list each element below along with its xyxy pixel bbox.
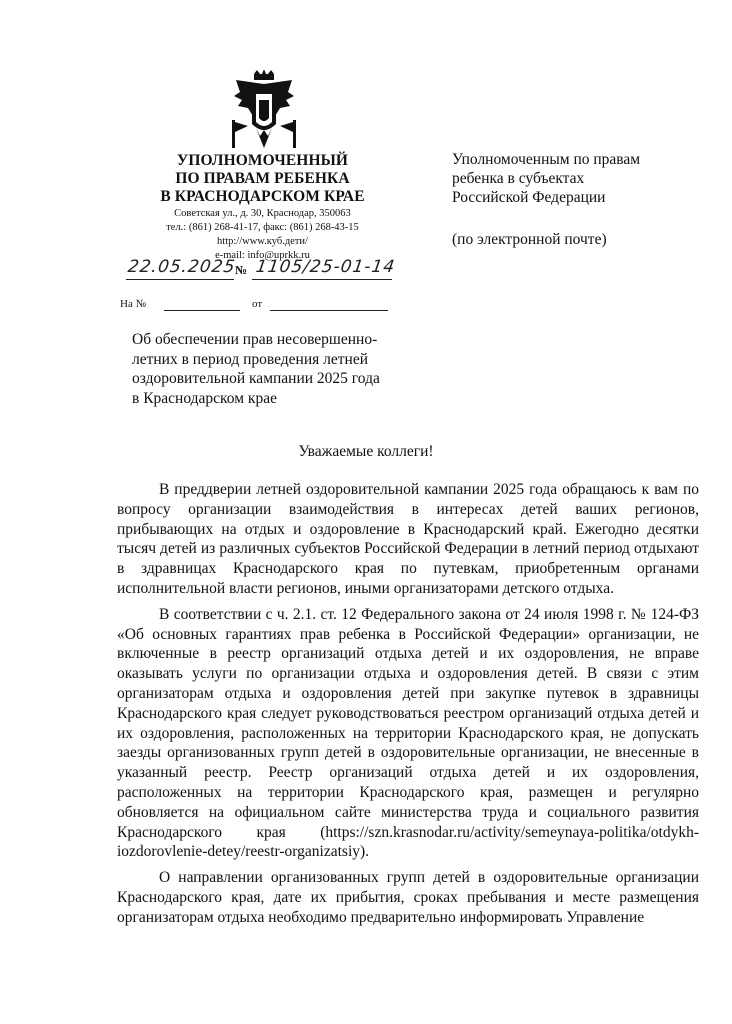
sender-org-block bbox=[150, 152, 375, 262]
coat-of-arms-icon bbox=[232, 70, 296, 152]
subject-line: летних в период проведения летней bbox=[132, 350, 368, 368]
org-name-line: ПО ПРАВАМ РЕБЕНКА bbox=[175, 170, 350, 187]
body-paragraph: В преддверии летней оздоровительной кампании 2025 года обращаюсь к вам по вопросу организации взаимодействия в интересах детей ваших регионов, прибывающих на отдых и оздоровление в Краснодарский край. Ежегодно десятки тысяч детей из различных субъектов Российской Федерации в летний период отдыхают в здравницах Краснодарского края по путевкам, приобретенным органами исполнительной власти регионов, иными организаторами детского отдыха. bbox=[117, 481, 699, 597]
recipient-line: ребенка в субъектах bbox=[452, 170, 585, 187]
org-name-line: В КРАСНОДАРСКОМ КРАЕ bbox=[160, 188, 365, 205]
subject-line: оздоровительной кампании 2025 года bbox=[132, 370, 380, 387]
registration-date: 22.05.2025 bbox=[126, 257, 237, 277]
recipient-line: Уполномоченным по правам bbox=[452, 151, 641, 168]
reference-line bbox=[120, 298, 390, 314]
org-address: Советская ул., д. 30, Краснодар, 350063 bbox=[174, 208, 351, 219]
reference-number-label: На № bbox=[120, 298, 147, 310]
registration-line bbox=[118, 257, 398, 287]
body-paragraph: О направлении организованных групп детей в оздоровительные организации Краснодарского края, дате их прибытия, сроках пребывания и месте размещения организаторам отдыха необходимо предварительно информировать Управление bbox=[117, 869, 699, 926]
reference-from-label: от bbox=[252, 298, 263, 310]
org-website: http://www.куб.дети/ bbox=[217, 236, 308, 247]
letter-body bbox=[117, 480, 699, 928]
subject-line: в Краснодарском крае bbox=[132, 389, 277, 407]
greeting: Уважаемые коллеги! bbox=[298, 443, 434, 460]
subject-line: Об обеспечении прав несовершенно- bbox=[132, 331, 378, 348]
recipient-block bbox=[452, 150, 692, 207]
registration-number: 1105/25-01-14 bbox=[254, 257, 397, 277]
org-phone: тел.: (861) 268-41-17, факс: (861) 268-43-15 bbox=[166, 222, 359, 233]
recipient-line: Российской Федерации bbox=[452, 189, 606, 206]
org-email: e-mail: info@uprkk.ru bbox=[215, 250, 310, 261]
org-name-line: УПОЛНОМОЧЕННЫЙ bbox=[176, 152, 349, 169]
delivery-note: (по электронной почте) bbox=[452, 231, 607, 248]
body-paragraph: В соответствии с ч. 2.1. ст. 12 Федерального закона от 24 июля 1998 г. № 124-ФЗ «Об основных гарантиях прав ребенка в Российской Федерации» организации, не включенные в реестр организаций отдыха детей и их оздоровления, не вправе оказывать услуги по организации отдыха и оздоровления детей. В связи с этим организаторам отдыха и оздоровления детей при закупке путевок в здравницы Краснодарского края следует руководствоваться реестром организаций отдыха детей и их оздоровления, расположенных на территории Краснодарского края, не допускать заезды организованных групп детей в оздоровительные организации, не внесенные в указанный реестр. Реестр организаций отдыха детей и их оздоровления, расположенных на территории Краснодарского края, размещен и регулярно обновляется на официальном сайте министерства труда и социального развития Краснодарского края (https://szn.krasnodar.ru/activity/semeynaya-politika/otdykh-iozdorovlenie-detey/reestr-organizatsiy). bbox=[117, 605, 699, 861]
registration-number-label: № bbox=[235, 263, 248, 277]
subject-block bbox=[132, 330, 422, 408]
